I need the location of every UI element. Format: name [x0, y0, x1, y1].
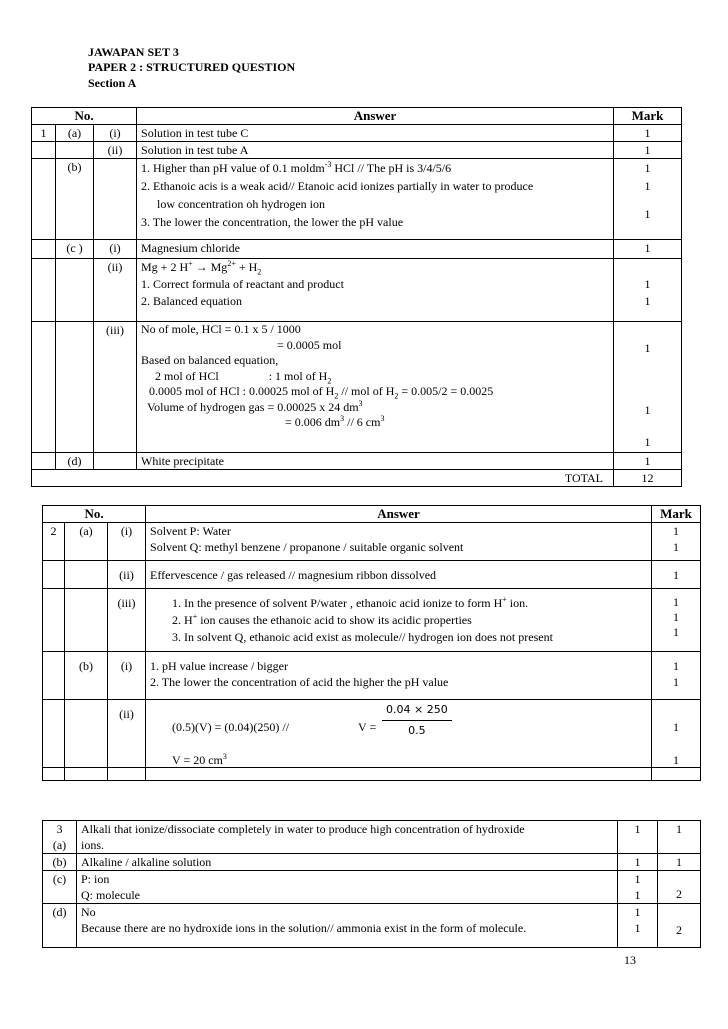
q1c-ii-marks: 1 1 — [614, 259, 682, 322]
q1c-ii-answer — [137, 259, 614, 322]
question-2-table — [42, 505, 701, 781]
q2b-ii-equation: (0.5)(V) = (0.04)(250) // — [172, 720, 290, 734]
q3b-part: (b) — [43, 854, 77, 871]
col-no: No. — [32, 108, 137, 125]
q2b-ii-fraction: $\frac{0.04 \times 250}{0.5}$ — [382, 702, 452, 739]
col-mark: Mark — [614, 108, 682, 125]
q1c-iii-marks: 1 1 1 — [614, 322, 682, 453]
q3d-total: 2 — [658, 904, 701, 948]
q3d-answer: No Because there are no hydroxide ions in the solution// ammonia exist in the form of molecule. — [77, 904, 618, 948]
col-no-2: No. — [43, 506, 146, 523]
q3c-marks: 1 1 — [618, 871, 658, 904]
col-answer: Answer — [137, 108, 614, 125]
q2a-iii-marks: 1 1 1 — [652, 589, 701, 652]
q3a-part: 3 (a) — [43, 821, 77, 854]
page-number: 13 — [624, 953, 636, 967]
q2b-part: (b) — [65, 652, 108, 700]
q1c-iii: (iii) — [94, 322, 137, 453]
q1a-i-answer: Solution in test tube C — [137, 125, 614, 142]
q1b-marks: 1 1 1 — [614, 159, 682, 240]
q3b-mark: 1 — [618, 854, 658, 871]
q3c-part: (c) — [43, 871, 77, 904]
q1b-part: (b) — [56, 159, 94, 240]
q3a-total: 1 — [658, 821, 701, 854]
q1c-ii-line2: 2. Balanced equation — [141, 294, 242, 308]
q2b-i: (i) — [108, 652, 146, 700]
q2a-iii: (iii) — [108, 589, 146, 652]
q3a-answer: Alkali that ionize/dissociate completely in water to produce high concentration of hydroxide ions. — [77, 821, 618, 854]
q1-number: 1 — [32, 125, 56, 142]
q1b-line2b: low concentration oh hydrogen ion — [157, 197, 325, 211]
q1a-ii-mark: 1 — [614, 142, 682, 159]
q2a-i-marks: 1 1 — [652, 523, 701, 561]
q1c-i: (i) — [94, 240, 137, 259]
q2b-i-answer: 1. pH value increase / bigger 2. The lower the concentration of acid the higher the pH value — [146, 652, 652, 700]
q1a-i-mark: 1 — [614, 125, 682, 142]
q3a-mark: 1 — [618, 821, 658, 854]
q2b-ii-answer — [146, 700, 652, 768]
q1c-ii-line1: 1. Correct formula of reactant and product — [141, 277, 344, 291]
q1-total-label: TOTAL — [32, 470, 614, 487]
q2b-ii: (ii) — [108, 700, 146, 768]
q1c-part: (c ) — [56, 240, 94, 259]
q1a-ii-answer: Solution in test tube A — [137, 142, 614, 159]
col-mark-2: Mark — [652, 506, 701, 523]
q1d-answer: White precipitate — [137, 453, 614, 470]
q2a-ii: (ii) — [108, 561, 146, 589]
col-answer-2: Answer — [146, 506, 652, 523]
q1d-part: (d) — [56, 453, 94, 470]
q3d-part: (d) — [43, 904, 77, 948]
q2a-iii-answer: 1. In the presence of solvent P/water , ethanoic acid ionize to form H+ ion. 2. H+ ion causes the ethanoic acid to show its acidic properties 3. In solvent Q, ethanoic acid exist as molecule// hydrogen ion does not present — [146, 589, 652, 652]
q2a-ii-mark: 1 — [652, 561, 701, 589]
q3b-total: 1 — [658, 854, 701, 871]
q1b-answer — [137, 159, 614, 240]
q2b-ii-result: V = 20 $cm^3$ — [172, 752, 227, 767]
paper-title: PAPER 2 : STRUCTURED QUESTION — [88, 60, 296, 74]
q1b-line3: 3. The lower the concentration, the lower the pH value — [141, 215, 404, 229]
q3b-answer: Alkaline / alkaline solution — [77, 854, 618, 871]
q2b-ii-v: V = — [358, 720, 377, 734]
question-1-table — [31, 107, 682, 487]
q2b-i-marks: 1 1 — [652, 652, 701, 700]
q1a-part: (a) — [56, 125, 94, 142]
q1c-ii: (ii) — [94, 259, 137, 322]
q1a-i: (i) — [94, 125, 137, 142]
q2-number: 2 — [43, 523, 65, 561]
q2a-i-answer: Solvent P: Water Solvent Q: methyl benzene / propanone / suitable organic solvent — [146, 523, 652, 561]
q1c-iii-answer: No of mole, HCl = 0.1 x 5 / 1000 = 0.0005 mol Based on balanced equation, 2 mol of HCl : 1 mol of $H_2$ 0.0005 mol of HCl : 0.00025 mol of $H_2$ // mol of $H_2 = 0.005/2 = 0.0025$ Volume of hydrogen gas = 0.00025 x 24 $dm^3$ = 0.006 $dm^3 // 6$ $cm^3$ — [137, 322, 614, 453]
q1b-line2: 2. Ethanoic acis is a weak acid// Etanoic acid ionizes partially in water to produce — [141, 179, 534, 193]
q1c-equation: Mg + 2 $H^+ \to Mg^{2+} + H_2$ — [141, 259, 262, 277]
q1c-i-mark: 1 — [614, 240, 682, 259]
q1a-ii: (ii) — [94, 142, 137, 159]
q1d-mark: 1 — [614, 453, 682, 470]
q3d-marks: 1 1 — [618, 904, 658, 948]
q2a-ii-answer: Effervescence / gas released // magnesium ribbon dissolved — [146, 561, 652, 589]
q2a-i: (i) — [108, 523, 146, 561]
question-3-table — [42, 820, 701, 948]
q2b-ii-marks: 1 1 — [652, 700, 701, 768]
section-title: Section A — [88, 76, 137, 90]
q1b-line1: 1. Higher than pH value of 0.1 moldm$^{-3}$ HCl // The pH is 3/4/5/6 — [141, 160, 452, 175]
q1-total-mark: 12 — [614, 470, 682, 487]
q2a-part: (a) — [65, 523, 108, 561]
q3c-total: 2 — [658, 871, 701, 904]
q3c-answer: P: ion Q: molecule — [77, 871, 618, 904]
doc-title: JAWAPAN SET 3 — [88, 45, 179, 59]
q1c-i-answer: Magnesium chloride — [137, 240, 614, 259]
